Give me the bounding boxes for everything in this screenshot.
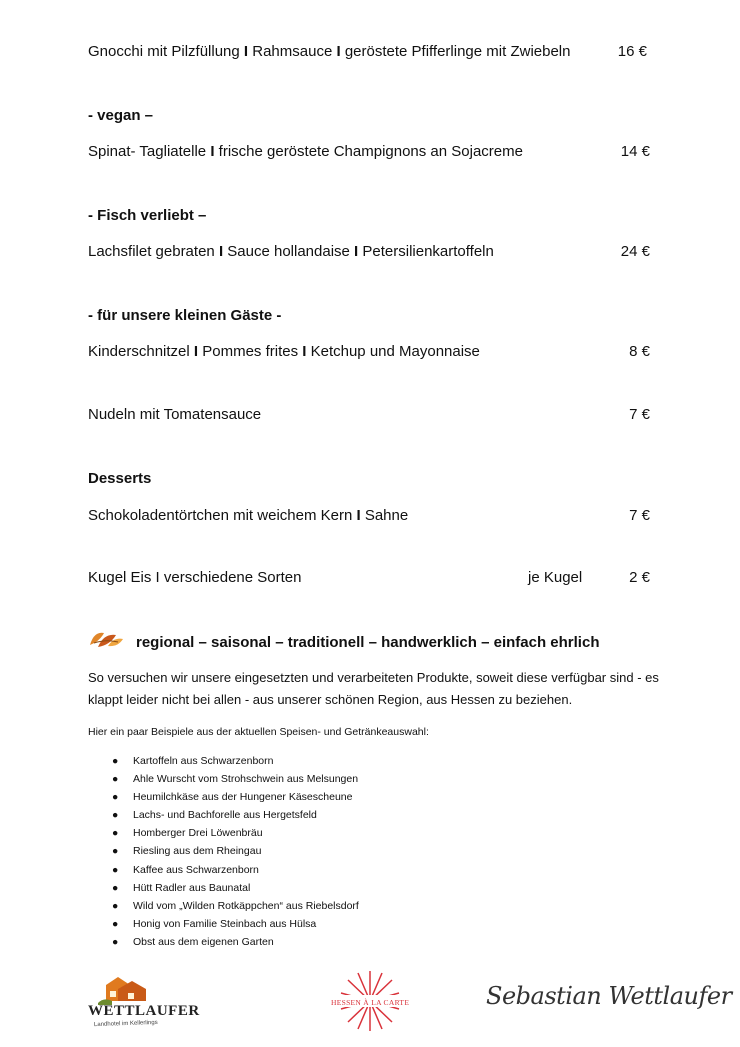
separator: I <box>302 343 307 360</box>
list-item <box>112 861 359 879</box>
list-item <box>112 879 359 897</box>
bullet: ● <box>112 845 119 858</box>
list-item <box>112 770 359 788</box>
leaves-icon <box>88 627 124 649</box>
dish-part: Pommes frites <box>202 343 299 360</box>
menu-item-lachsfilet <box>88 243 494 260</box>
list-item <box>112 897 359 915</box>
menu-item-kinderschnitzel <box>88 343 480 360</box>
list-item-text: Heumilchkäse aus der Hungener Käsescheune <box>133 791 353 804</box>
list-item <box>112 842 359 860</box>
dish-part: Petersilienkartoffeln <box>362 243 494 260</box>
list-item-text: Kaffee aus Schwarzenborn <box>133 863 259 876</box>
hessen-a-la-carte-logo <box>325 968 415 1034</box>
menu-item-nudeln: Nudeln mit Tomatensauce <box>88 406 262 423</box>
dish-part: Sahne <box>364 507 409 524</box>
separator: I <box>210 143 215 160</box>
list-item-text: Riesling aus dem Rheingau <box>133 845 262 858</box>
list-item <box>112 933 359 951</box>
separator: I <box>243 43 249 60</box>
separator: I <box>218 243 224 260</box>
section-heading-vegan: - vegan – <box>88 107 154 124</box>
price: 24 € <box>620 243 650 260</box>
bullet: ● <box>112 809 119 822</box>
menu-item-gnocchi <box>88 43 570 60</box>
bullet: ● <box>112 791 119 804</box>
dish-part: Lachsfilet gebraten <box>88 243 215 260</box>
examples-intro: Hier ein paar Beispiele aus der aktuellen Speisen- und Getränkeauswahl: <box>88 726 429 738</box>
price: 7 € <box>629 507 650 524</box>
bullet: ● <box>112 755 119 767</box>
dish-part: Ketchup und Mayonnaise <box>310 343 480 360</box>
unit-label: je Kugel <box>528 569 583 586</box>
list-item-text: Wild vom „Wilden Rotkäppchen“ aus Riebelsdorf <box>133 899 359 912</box>
list-item <box>112 806 359 824</box>
list-item-text: Hütt Radler aus Baunatal <box>133 881 251 894</box>
slogan: regional – saisonal – traditionell – handwerklich – einfach ehrlich <box>136 634 600 651</box>
dish-part: Sauce hollandaise <box>227 243 350 260</box>
bullet: ● <box>112 773 119 786</box>
house-icon <box>88 975 170 1005</box>
dish-part: Spinat- Tagliatelle <box>88 143 207 160</box>
list-item-text: Ahle Wurscht vom Strohschwein aus Melsungen <box>133 773 359 786</box>
dish-part: frische geröstete Champignons an Sojacreme <box>218 143 523 160</box>
intro-paragraph: So versuchen wir unsere eingesetzten und verarbeiteten Produkte, soweit diese verfügbar sind - es klappt leider nicht bei allen - aus unserer schönen Region, aus Hessen zu beziehen. <box>88 670 659 707</box>
section-heading-fisch: - Fisch verliebt – <box>88 207 207 224</box>
menu-item-kugel-eis: Kugel Eis I verschiedene Sorten <box>88 569 302 586</box>
bullet: ● <box>112 827 119 840</box>
dish-part: geröstete Pfifferlinge mit Zwiebeln <box>344 43 571 60</box>
wettlaufer-subtitle: Landhotel im Kellerlings <box>93 1019 158 1029</box>
price: 16 € <box>617 43 647 60</box>
list-item-text: Honig von Familie Steinbach aus Hülsa <box>133 917 317 930</box>
dish-part: Schokoladentörtchen mit weichem Kern <box>88 507 353 524</box>
price: 7 € <box>629 406 650 423</box>
list-item <box>112 915 359 933</box>
separator: I <box>193 343 199 360</box>
section-heading-kids: - für unsere kleinen Gäste - <box>88 307 282 324</box>
examples-list <box>112 752 359 951</box>
bullet: ● <box>112 935 119 948</box>
separator: I <box>356 507 361 524</box>
wettlaufer-logo <box>88 975 200 1033</box>
bullet: ● <box>112 899 119 912</box>
menu-item-tagliatelle <box>88 143 523 160</box>
list-item-text: Obst aus dem eigenen Garten <box>133 935 274 948</box>
list-item-text: Lachs- und Bachforelle aus Hergetsfeld <box>133 809 317 822</box>
price: 8 € <box>629 343 650 360</box>
price: 2 € <box>629 569 650 586</box>
wettlaufer-wordmark: WETTLAUFER <box>88 1003 200 1019</box>
signature: Sebastian Wettlaufer <box>486 982 732 1010</box>
bullet: ● <box>112 881 119 894</box>
dish-part: Kinderschnitzel <box>88 343 190 360</box>
dish-part: Rahmsauce <box>252 43 333 60</box>
section-heading-desserts: Desserts <box>88 470 152 487</box>
menu-item-schokoladentoertchen <box>88 507 408 524</box>
separator: I <box>354 243 359 260</box>
list-item <box>112 788 359 806</box>
hessen-a-la-carte-wordmark: HESSEN À LA CARTE <box>331 998 410 1007</box>
bullet: ● <box>112 863 119 876</box>
list-item-text: Homberger Drei Löwenbräu <box>133 827 263 840</box>
price: 14 € <box>620 143 650 160</box>
separator: I <box>336 43 341 60</box>
list-item-text: Kartoffeln aus Schwarzenborn <box>133 755 274 767</box>
bullet: ● <box>112 917 119 930</box>
list-item <box>112 752 359 770</box>
list-item <box>112 824 359 842</box>
dish-part: Gnocchi mit Pilzfüllung <box>88 43 240 60</box>
